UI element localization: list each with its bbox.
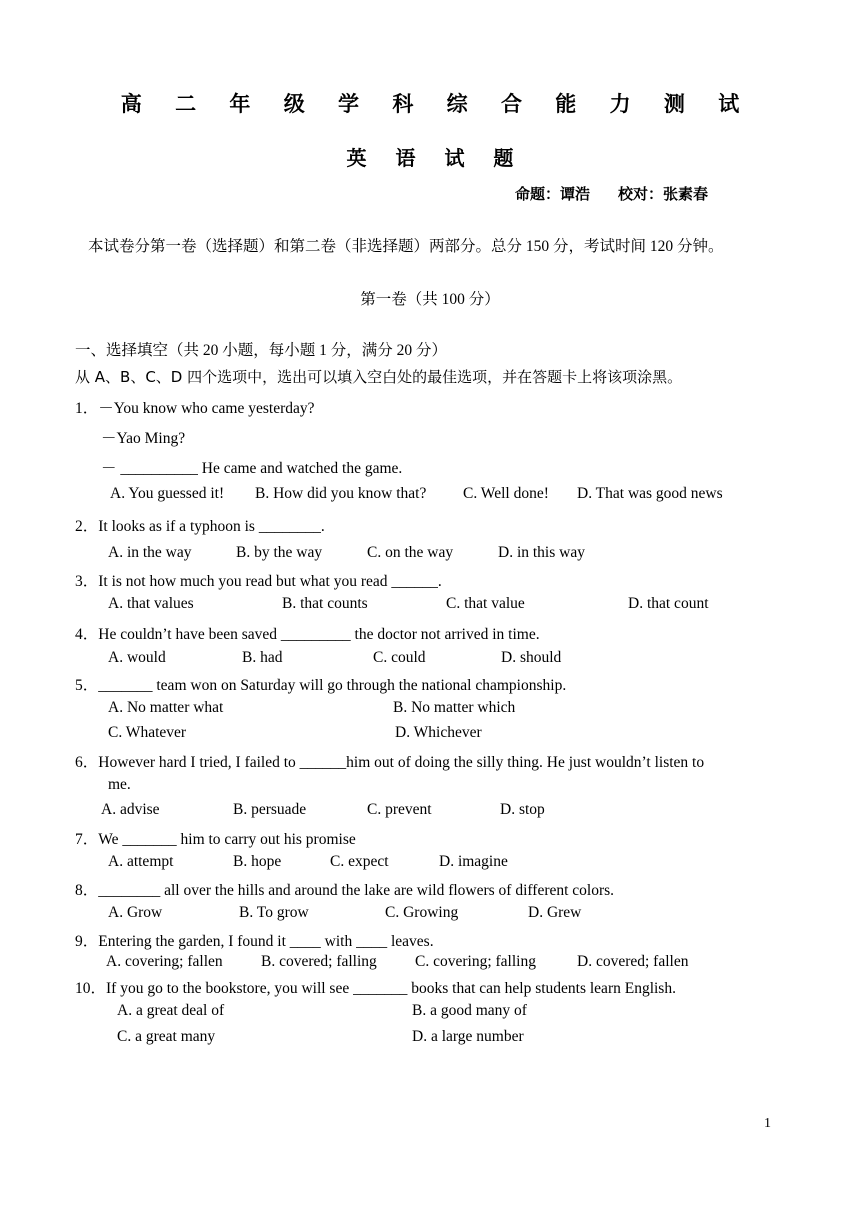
author-credit: 命题：谭浩 [515,185,591,203]
option-b: B. a good many of [412,1002,527,1019]
question-stem: 3．It is not how much you read but what you read ______. [75,573,442,590]
option-b: B. persuade [233,801,307,818]
option-d: D. Grew [528,904,582,921]
question-stem: 6．However hard I tried, I failed to ______him out of doing the silly thing. He just wouldn’t listen to [75,754,705,771]
option-c: C. Whatever [108,724,187,741]
question-stem: 8．________ all over the hills and around the lake are wild flowers of different colors. [75,882,615,899]
reviewer-credit: 校对：张素春 [618,185,709,203]
question-stem: 9．Entering the garden, I found it ____ with ____ leaves. [75,933,434,950]
option-b: B. No matter which [393,699,516,716]
option-d: D. should [501,649,562,666]
exam-title: 高 二 年 级 学 科 综 合 能 力 测 试 [120,92,753,116]
option-a: A. a great deal of [117,1002,225,1019]
option-d: D. Whichever [395,724,482,741]
option-a: A. that values [108,595,194,612]
option-a: A. You guessed it! [110,485,225,502]
question-stem: 2．It looks as if a typhoon is ________. [75,518,325,535]
option-b: B. hope [233,853,282,870]
option-b: B. that counts [282,595,368,612]
option-a: A. No matter what [108,699,224,716]
exam-intro: 本试卷分第一卷（选择题）和第二卷（非选择题）两部分。总分 150 分，考试时间 120 分钟。 [88,238,724,255]
part-instructions: 从 A、B、C、D 四个选项中，选出可以填入空白处的最佳选项，并在答题卡上将该项涂黑。 [75,368,683,386]
option-d: D. that count [628,595,709,612]
question-stem: 10．If you go to the bookstore, you will see _______ books that can help students learn English. [75,980,676,997]
option-d: D. That was good news [577,485,723,502]
option-a: A. covering; fallen [106,953,223,970]
question-stem: me. [108,776,131,793]
option-a: A. would [108,649,166,666]
option-d: D. covered; fallen [577,953,689,970]
page-number: 1 [764,1116,771,1131]
section-title: 第一卷（共 100 分） [360,291,500,308]
option-c: C. prevent [367,801,432,818]
option-c: C. could [373,649,426,666]
option-a: A. attempt [108,853,174,870]
option-a: A. advise [101,801,160,818]
question-stem: 5．_______ team won on Saturday will go through the national championship. [75,677,567,694]
option-c: C. Well done! [463,485,549,502]
question-stem: 1．－You know who came yesterday? [75,400,315,417]
option-c: C. Growing [385,904,459,921]
question-stem: 7．We _______ him to carry out his promise [75,831,356,848]
option-d: D. imagine [439,853,508,870]
option-c: C. on the way [367,544,454,561]
question-stem: －Yao Ming? [101,430,186,447]
option-b: B. covered; falling [261,953,377,970]
option-c: C. covering; falling [415,953,536,970]
exam-credits [515,183,708,204]
option-a: A. in the way [108,544,192,561]
option-a: A. Grow [108,904,163,921]
option-d: D. in this way [498,544,585,561]
option-c: C. a great many [117,1028,216,1045]
question-stem: － __________ He came and watched the game. [101,460,403,477]
option-c: C. that value [446,595,525,612]
option-d: D. a large number [412,1028,524,1045]
option-d: D. stop [500,801,545,818]
option-c: C. expect [330,853,389,870]
option-b: B. had [242,649,283,666]
option-b: B. To grow [239,904,309,921]
option-b: B. How did you know that? [255,485,427,502]
question-stem: 4．He couldn’t have been saved _________ the doctor not arrived in time. [75,626,540,643]
exam-subtitle: 英 语 试 题 [346,146,525,170]
option-b: B. by the way [236,544,323,561]
part-title: 一、选择填空（共 20 小题，每小题 1 分，满分 20 分） [75,342,448,359]
